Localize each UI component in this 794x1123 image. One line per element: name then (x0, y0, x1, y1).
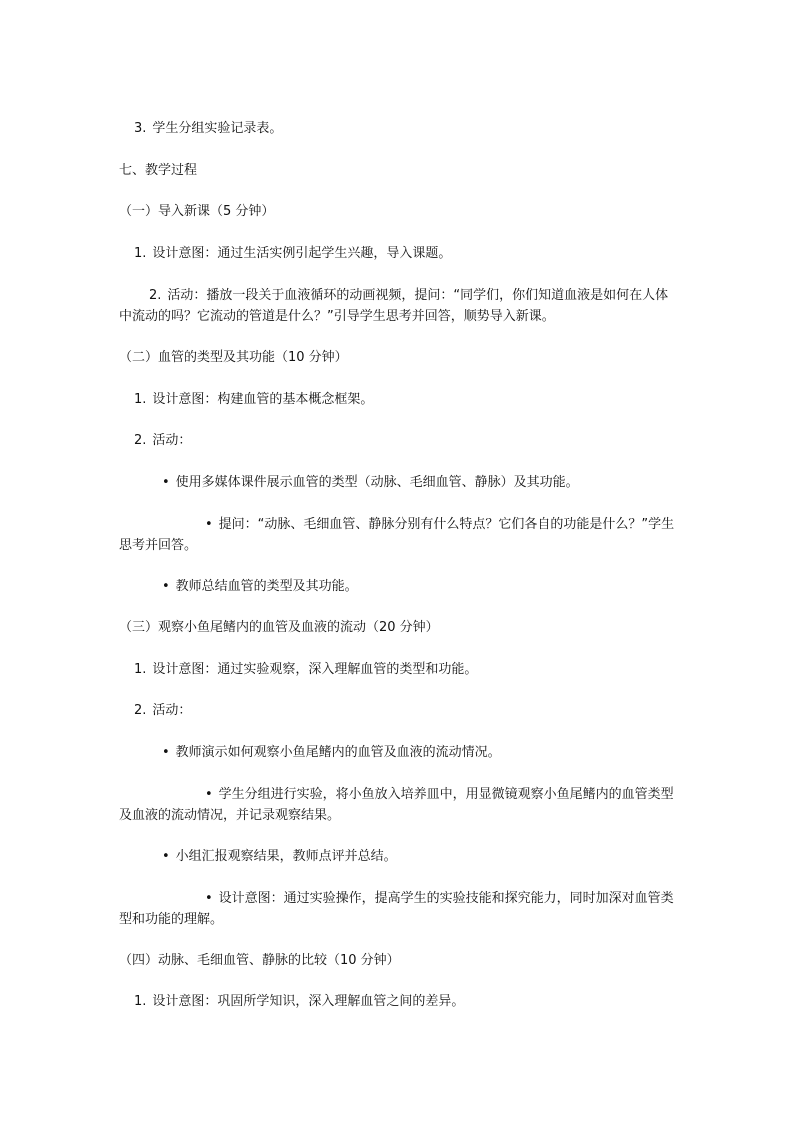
subsection-title: （一）导入新课（5 分钟） (119, 204, 275, 219)
list-item (134, 118, 675, 139)
subsection-title: （三）观察小鱼尾鳍内的血管及血液的流动（20 分钟） (119, 620, 439, 635)
bullet-item (119, 888, 675, 930)
bullet-dot: • (162, 475, 170, 490)
bullet-dot: • (205, 891, 213, 906)
bullet-dot: • (162, 745, 170, 760)
list-item (134, 700, 675, 721)
list-number: 1. (134, 994, 147, 1009)
bullet-dot: • (205, 787, 213, 802)
bullet-item (162, 846, 675, 867)
list-item (134, 430, 675, 451)
list-text: 设计意图：通过实验观察，深入理解血管的类型和功能。 (152, 662, 478, 677)
bullet-dot: • (205, 517, 213, 532)
bullet-text: 设计意图：通过实验操作，提高学生的实验技能和探究能力，同时加深对血管类型和功能的理解。 (119, 891, 674, 927)
bullet-dot: • (162, 579, 170, 594)
subsection-title: （二）血管的类型及其功能（10 分钟） (119, 350, 348, 365)
bullet-item (119, 514, 675, 556)
bullet-item (119, 784, 675, 826)
bullet-text: 教师总结血管的类型及其功能。 (175, 579, 358, 594)
list-item (134, 389, 675, 410)
list-number: 1. (134, 392, 147, 407)
list-item (119, 285, 675, 327)
list-text: 活动：播放一段关于血液循环的动画视频，提问：“同学们，你们知道血液是如何在人体中流动的吗？它流动的管道是什么？”引导学生思考并回答，顺势导入新课。 (119, 288, 669, 324)
list-number: 3. (134, 121, 147, 136)
bullet-text: 使用多媒体课件展示血管的类型（动脉、毛细血管、静脉）及其功能。 (175, 475, 579, 490)
list-number: 2. (134, 703, 147, 718)
bullet-item (162, 472, 675, 493)
bullet-text: 小组汇报观察结果，教师点评并总结。 (175, 849, 397, 864)
list-number: 2. (149, 288, 162, 303)
bullet-item (162, 742, 675, 763)
list-text: 设计意图：通过生活实例引起学生兴趣，导入课题。 (152, 246, 452, 261)
bullet-dot: • (162, 849, 170, 864)
list-item (134, 659, 675, 680)
list-text: 活动： (152, 433, 192, 448)
bullet-text: 提问：“动脉、毛细血管、静脉分别有什么特点？它们各自的功能是什么？”学生思考并回答。 (119, 517, 675, 553)
list-item (134, 243, 675, 264)
list-number: 1. (134, 662, 147, 677)
list-text: 设计意图：构建血管的基本概念框架。 (152, 392, 374, 407)
list-number: 1. (134, 246, 147, 261)
list-item (134, 991, 675, 1012)
subsection-title: （四）动脉、毛细血管、静脉的比较（10 分钟） (119, 953, 400, 968)
bullet-item (162, 576, 675, 597)
list-text: 设计意图：巩固所学知识，深入理解血管之间的差异。 (152, 994, 465, 1009)
list-text: 活动： (152, 703, 192, 718)
list-number: 2. (134, 433, 147, 448)
section-heading: 七、教学过程 (119, 163, 198, 178)
list-text: 学生分组实验记录表。 (152, 121, 283, 136)
bullet-text: 学生分组进行实验，将小鱼放入培养皿中，用显微镜观察小鱼尾鳍内的血管类型及血液的流动情况，并记录观察结果。 (119, 787, 674, 823)
bullet-text: 教师演示如何观察小鱼尾鳍内的血管及血液的流动情况。 (175, 745, 501, 760)
